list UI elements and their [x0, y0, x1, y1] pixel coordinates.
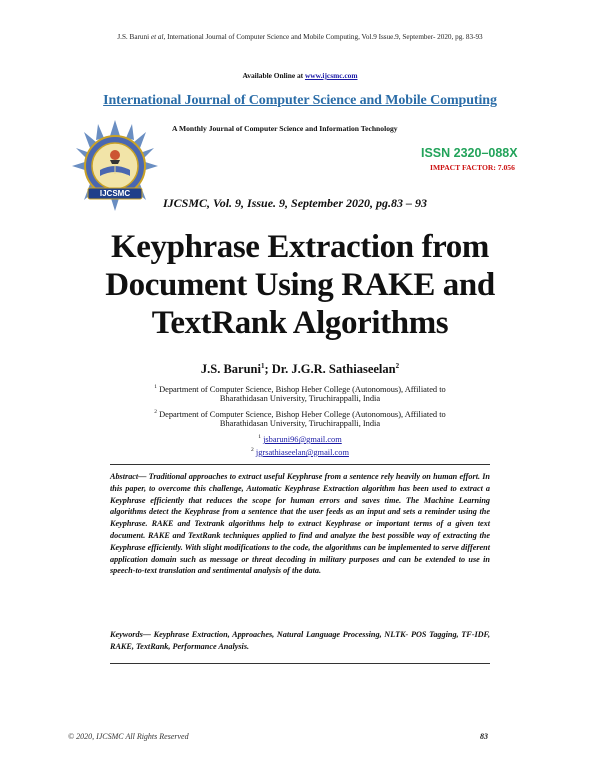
- issn: ISSN 2320–088X: [421, 146, 518, 160]
- author-1-sup: 1: [260, 362, 265, 370]
- page-number: 83: [480, 732, 488, 741]
- affil-1-sup: 1: [154, 384, 157, 390]
- journal-subtitle: A Monthly Journal of Computer Science and Information Technology: [172, 124, 398, 133]
- affiliation-2-line-2: Bharathidasan University, Tiruchirappalli, India: [219, 419, 381, 428]
- divider-top: [110, 464, 490, 465]
- available-online: [0, 71, 600, 80]
- author-2-sup: 2: [395, 362, 400, 370]
- affil-2-text: Department of Computer Science, Bishop Heber College (Autonomous), Affiliated to: [157, 409, 446, 419]
- running-head-suffix: , International Journal of Computer Science and Mobile Computing, Vol.9 Issue.9, September- 2020, pg. 83-93: [163, 33, 483, 41]
- email-1-link[interactable]: jsbaruni96@gmail.com: [263, 434, 342, 444]
- running-header: [0, 33, 600, 41]
- email-2-sup: 2: [251, 447, 254, 453]
- email-2-link[interactable]: jgrsathiaseelan@gmail.com: [255, 447, 349, 457]
- author-1: J.S. Baruni: [200, 362, 261, 377]
- affil-1-text: Department of Computer Science, Bishop Heber College (Autonomous), Affiliated to: [157, 384, 446, 394]
- abstract: Abstract— Traditional approaches to extract useful Keyphrase from a sentence rely heavily on human effort. In this paper, to overcome this challenge, Automatic Keyphrase Extraction algorithm has been used to extract a Keyphrase efficiently that reduces the scope for human errors and saves time. The Machine Learning algorithms detect the Keyphrase from a sentence that the user feeds as an input and sets a reminder using the Keyphrase. RAKE and Textrank algorithms help to extract Keyphrase or important terms of a given text document. RAKE and TextRank techniques applied to find and analyze the best possible way of extracting the Keyphrase efficiently. With slight modifications to the code, the algorithms can be implemented to serve different application domain such as message or threat decoding in military purposes and can be extended to use in speech-to-text translation and sentimental analysis of the data.: [110, 472, 490, 576]
- journal-name[interactable]: International Journal of Computer Science and Mobile Computing: [103, 93, 497, 108]
- email-1-sup: 1: [258, 434, 261, 440]
- divider-bottom: [110, 663, 490, 664]
- journal-logo: [70, 118, 160, 213]
- affil-2-sup: 2: [154, 409, 157, 415]
- copyright-footer: © 2020, IJCSMC All Rights Reserved: [68, 732, 189, 741]
- citation: IJCSMC, Vol. 9, Issue. 9, September 2020, pg.83 – 93: [163, 196, 428, 210]
- affiliation-1-line-2: Bharathidasan University, Tiruchirappalli, India: [219, 394, 381, 403]
- title-line: Keyphrase Extraction from: [111, 229, 489, 265]
- paper-title: [0, 228, 600, 342]
- keywords: Keywords— Keyphrase Extraction, Approaches, Natural Language Processing, NLTK- POS Tagging, TF-IDF, RAKE, TextRank, Performance Analysis.: [110, 630, 490, 651]
- available-prefix: Available Online at: [242, 71, 305, 80]
- journal-website-link[interactable]: www.ijcsmc.com: [304, 71, 358, 80]
- impact-factor: IMPACT FACTOR: 7.056: [430, 163, 515, 172]
- logo-text: IJCSMC: [99, 189, 131, 198]
- email-2-line: [0, 444, 600, 459]
- title-line: Document Using RAKE and: [105, 267, 495, 303]
- running-head-prefix: J.S. Baruni: [117, 33, 151, 41]
- author-2: ; Dr. J.G.R. Sathiaseelan: [264, 362, 396, 377]
- running-head-etal: et al: [150, 33, 164, 41]
- authors: [0, 362, 600, 377]
- title-line: TextRank Algorithms: [151, 305, 449, 341]
